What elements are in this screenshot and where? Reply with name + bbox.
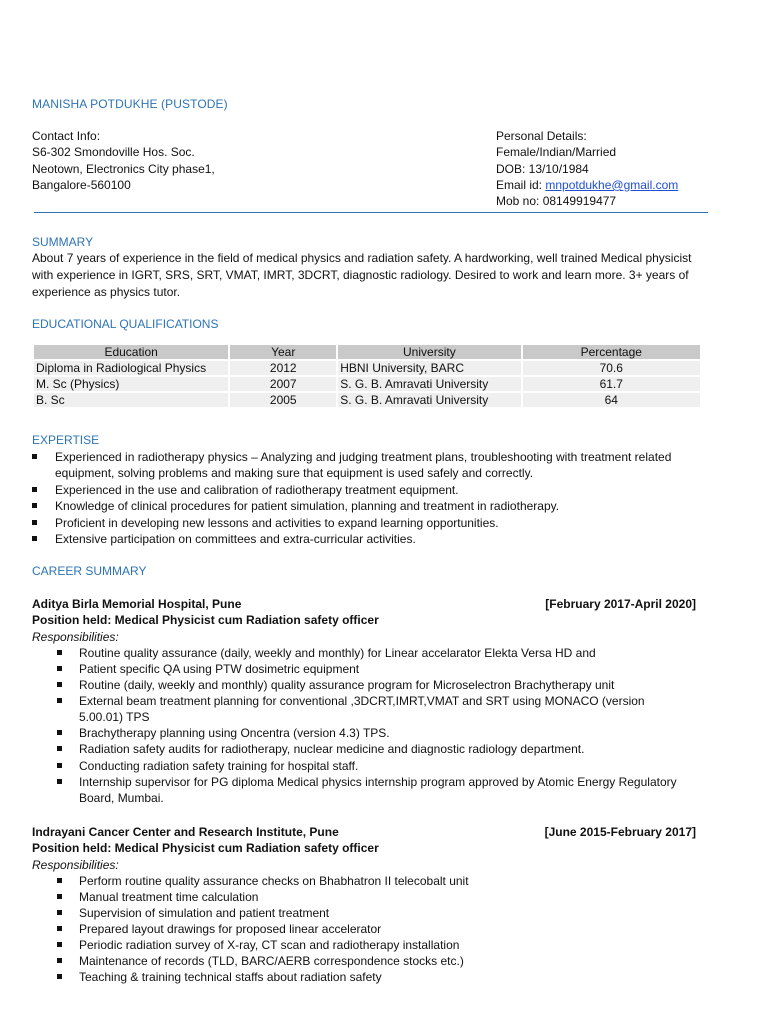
cell-education: B. Sc [34, 393, 228, 407]
education-heading: EDUCATIONAL QUALIFICATIONS [32, 317, 219, 331]
email-label: Email id: [496, 177, 546, 192]
responsibilities-label: Responsibilities: [32, 629, 119, 644]
job-position: Position held: Medical Physicist cum Radiation safety officer [32, 841, 379, 856]
job-dates: [June 2015-February 2017] [544, 825, 696, 839]
table-row [34, 361, 700, 375]
personal-email-row [496, 177, 678, 193]
list-item: Manual treatment time calculation [32, 889, 679, 905]
cell-university: S. G. B. Amravati University [338, 393, 520, 407]
cell-education: M. Sc (Physics) [34, 377, 228, 391]
responsibilities-list [32, 645, 708, 806]
column-header-percentage: Percentage [523, 345, 700, 359]
personal-mobile: Mob no: 08149919477 [496, 194, 617, 209]
candidate-name: MANISHA POTDUKHE (PUSTODE) [32, 97, 228, 111]
responsibilities-list [32, 873, 708, 986]
contact-address-line-2: Neotown, Electronics City phase1, [32, 161, 215, 176]
personal-details [496, 128, 678, 209]
cell-university: HBNI University, BARC [338, 361, 520, 375]
job-entry-aditya-birla [32, 596, 708, 806]
cell-university: S. G. B. Amravati University [338, 377, 520, 391]
personal-label: Personal Details: [496, 129, 587, 143]
list-item: Perform routine quality assurance checks on Bhabhatron II telecobalt unit [32, 873, 679, 889]
personal-dob: DOB: 13/10/1984 [496, 161, 589, 176]
cell-percentage: 64 [523, 393, 700, 407]
email-link[interactable]: mnpotdukhe@gmail.com [545, 177, 679, 192]
personal-gender: Female/Indian/Married [496, 145, 617, 160]
column-header-year: Year [230, 345, 336, 359]
list-item: Internship supervisor for PG diploma Medical physics internship program approved by Atomic Energy Regulatory Board, Mumbai. [32, 774, 679, 806]
contact-address-line-1: S6-302 Smondoville Hos. Soc. [32, 145, 195, 160]
expertise-heading: EXPERTISE [32, 433, 100, 447]
expertise-list [32, 449, 708, 547]
job-dates: [February 2017-April 2020] [545, 597, 696, 611]
list-item: Prepared layout drawings for proposed linear accelerator [32, 921, 679, 937]
contact-info [32, 128, 215, 193]
list-item: Patient specific QA using PTW dosimetric equipment [32, 661, 679, 677]
cell-percentage: 70.6 [523, 361, 700, 375]
list-item: Radiation safety audits for radiotherapy, nuclear medicine and diagnostic radiology department. [32, 741, 679, 757]
list-item: Periodic radiation survey of X-ray, CT scan and radiotherapy installation [32, 937, 679, 953]
list-item: Maintenance of records (TLD, BARC/AERB correspondence stocks etc.) [32, 953, 679, 969]
job-position: Position held: Medical Physicist cum Radiation safety officer [32, 613, 379, 628]
cell-percentage: 61.7 [523, 377, 700, 391]
job-organization: Aditya Birla Memorial Hospital, Pune [32, 597, 242, 611]
job-header [32, 596, 696, 612]
responsibilities-label: Responsibilities: [32, 857, 119, 872]
contact-label: Contact Info: [32, 129, 101, 143]
list-item: Supervision of simulation and patient treatment [32, 905, 679, 921]
header-divider [34, 212, 708, 213]
career-heading: CAREER SUMMARY [32, 564, 147, 578]
education-header-row [34, 345, 700, 359]
list-item: Routine (daily, weekly and monthly) quality assurance program for Microselectron Brachytherapy unit [32, 677, 679, 693]
list-item: External beam treatment planning for conventional ,3DCRT,IMRT,VMAT and SRT using MONACO (version 5.00.01) TPS [32, 693, 679, 725]
job-entry-indrayani [32, 824, 708, 986]
table-row [34, 377, 700, 391]
list-item: Teaching & training technical staffs about radiation safety [32, 969, 679, 985]
list-item: Extensive participation on committees and extra-curricular activities. [32, 531, 708, 547]
job-organization: Indrayani Cancer Center and Research Institute, Pune [32, 825, 339, 839]
job-header [32, 824, 696, 840]
column-header-university: University [338, 345, 520, 359]
list-item: Experienced in radiotherapy physics – Analyzing and judging treatment plans, troubleshooting with treatment related equipment, solving problems and making sure that equipment is used safely and correctly. [32, 449, 708, 482]
cell-year: 2005 [230, 393, 336, 407]
list-item: Experienced in the use and calibration of radiotherapy treatment equipment. [32, 482, 708, 498]
cell-year: 2012 [230, 361, 336, 375]
list-item: Routine quality assurance (daily, weekly and monthly) for Linear accelarator Elekta Versa HD and [32, 645, 679, 661]
list-item: Knowledge of clinical procedures for patient simulation, planning and treatment in radiotherapy. [32, 498, 708, 514]
list-item: Brachytherapy planning using Oncentra (version 4.3) TPS. [32, 725, 679, 741]
list-item: Proficient in developing new lessons and activities to expand learning opportunities. [32, 515, 708, 531]
summary-text: About 7 years of experience in the field of medical physics and radiation safety. A hardworking, well trained Medical physicist with experience in IGRT, SRS, SRT, VMAT, IMRT, 3DCRT, diagnostic radiology. Desired to work and learn more. 3+ years of experience as physics tutor. [32, 251, 692, 299]
contact-address-line-3: Bangalore-560100 [32, 177, 131, 192]
cell-education: Diploma in Radiological Physics [34, 361, 228, 375]
summary-heading: SUMMARY [32, 235, 94, 249]
column-header-education: Education [34, 345, 228, 359]
education-table [32, 343, 702, 409]
table-row [34, 393, 700, 407]
list-item: Conducting radiation safety training for hospital staff. [32, 758, 679, 774]
cell-year: 2007 [230, 377, 336, 391]
